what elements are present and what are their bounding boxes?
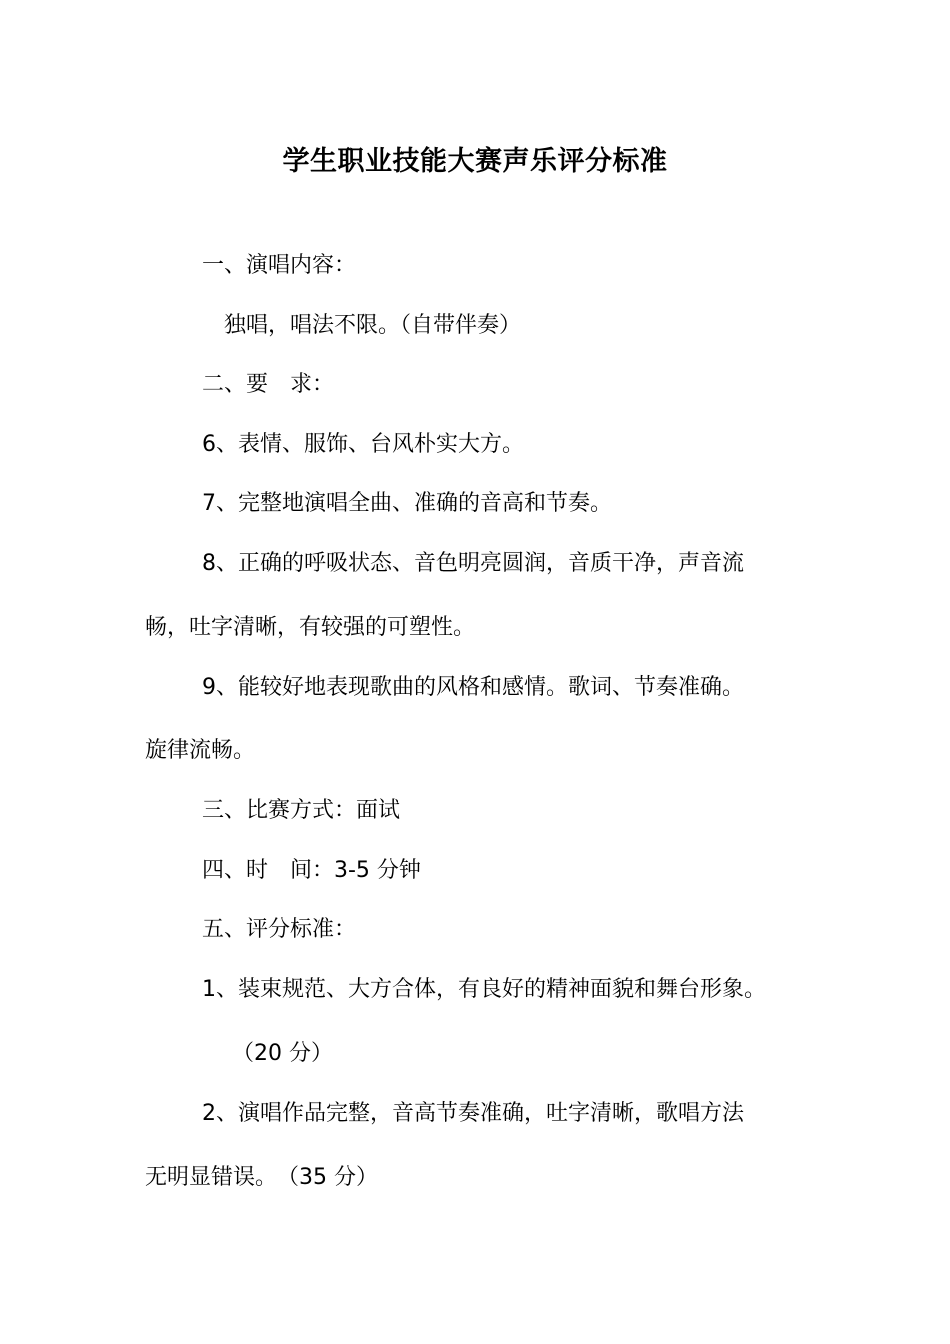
scoring-item-1-points: （20 分） <box>232 1041 333 1066</box>
document-title: 学生职业技能大赛声乐评分标准 <box>282 146 668 177</box>
requirement-item-7: 7、完整地演唱全曲、准确的音高和节奏。 <box>202 491 612 516</box>
requirement-item-8: 8、正确的呼吸状态、音色明亮圆润，音质干净，声音流 <box>202 551 744 576</box>
section-heading-requirements: 二、要 求： <box>202 372 335 397</box>
section-heading-time: 四、时 间：3-5 分钟 <box>202 858 421 883</box>
requirement-item-6: 6、表情、服饰、台风朴实大方。 <box>202 432 524 457</box>
section-heading-format: 三、比赛方式：面试 <box>202 798 401 823</box>
section-heading-scoring: 五、评分标准： <box>202 917 357 942</box>
requirement-item-9: 9、能较好地表现歌曲的风格和感情。歌词、节奏准确。 <box>202 675 744 700</box>
paragraph-solo: 独唱，唱法不限。（自带伴奏） <box>224 313 522 338</box>
requirement-item-8-continued: 畅，吐字清晰，有较强的可塑性。 <box>145 615 476 640</box>
requirement-item-9-continued: 旋律流畅。 <box>145 738 256 763</box>
scoring-item-2-continued: 无明显错误。 （35 分） <box>145 1165 378 1190</box>
scoring-item-1: 1、装束规范、大方合体，有良好的精神面貌和舞台形象。 <box>202 977 766 1002</box>
section-heading-content: 一、演唱内容： <box>202 253 357 278</box>
scoring-item-2: 2、演唱作品完整，音高节奏准确，吐字清晰，歌唱方法 <box>202 1101 744 1126</box>
